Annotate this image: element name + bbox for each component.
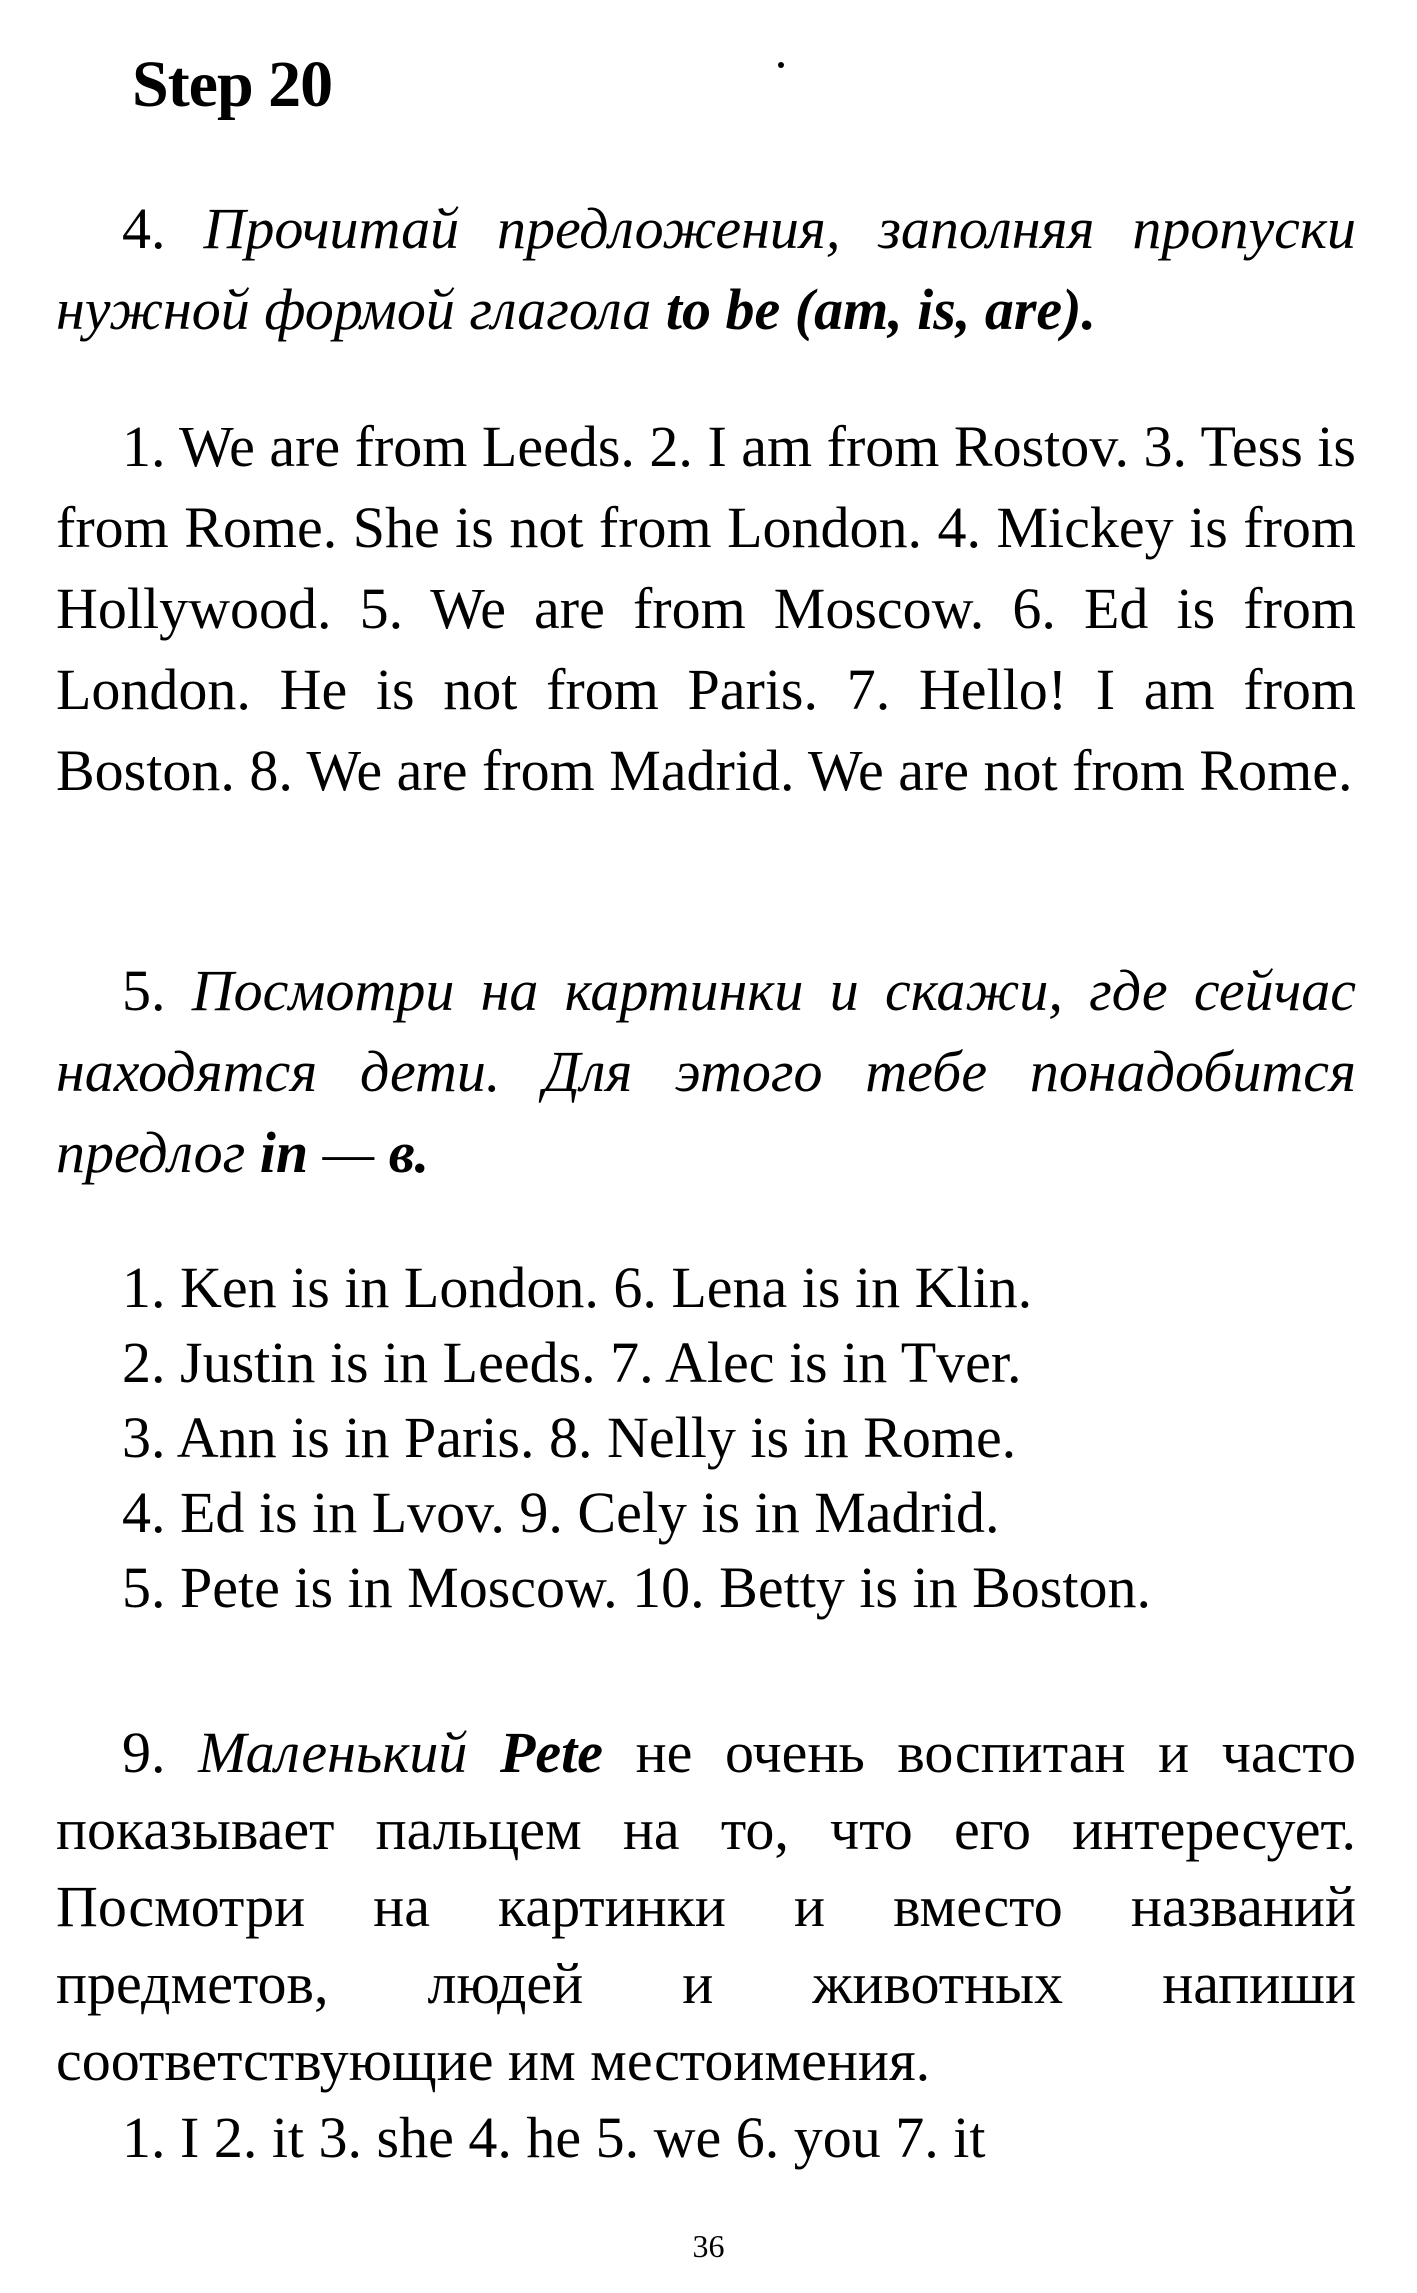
list-item: 4. Ed is in Lvov. 9. Cely is in Madrid.	[122, 1480, 1000, 1545]
list-item: 5. Pete is in Moscow. 10. Betty is in Boston.	[122, 1555, 1151, 1620]
instruction-verb: to be (am, is, are).	[665, 277, 1096, 342]
exercise-number: 5.	[122, 958, 192, 1023]
exercise-5-answers	[56, 1250, 1356, 1625]
list-item: 3. Ann is in Paris. 8. Nelly is in Rome.	[122, 1405, 1017, 1470]
translation: в.	[388, 1120, 430, 1185]
instruction-text: Посмотри на картинки и скажи, где сейчас находятся дети. Для этого тебе понадобится предлог	[56, 958, 1356, 1185]
character-name: Pete	[499, 1720, 603, 1785]
exercise-number: 9.	[122, 1720, 199, 1785]
exercise-9	[56, 1714, 1356, 2176]
exercise-4-answer: 1. We are from Leeds. 2. I am from Rostov. 3. Tess is from Rome. She is not from London. 4. Mickey is from Hollywood. 5. We are from Moscow. 6. Ed is from London. He is not from Paris. 7. Hello! I am from Boston. 8. We are from Madrid. We are not from Rome.	[56, 414, 1356, 803]
list-item: 1. Ken is in London. 6. Lena is in Klin.	[122, 1255, 1033, 1320]
exercise-4	[56, 188, 1356, 811]
instruction-text: Прочитай предложения, заполняя пропуски нужной формой глагола	[56, 196, 1357, 342]
instruction-rest: не очень воспитан и часто показывает пальцем на то, что его интересует. Посмотри на картинки и вместо названий предметов, людей и животных напиши соответствующие им местоимения.	[56, 1720, 1356, 2093]
exercise-9-instruction	[56, 1714, 1356, 2099]
preposition: in	[259, 1120, 309, 1185]
exercise-number: 4.	[122, 196, 204, 261]
list-item: 2. Justin is in Leeds. 7. Alec is in Tver.	[122, 1330, 1022, 1395]
exercise-5	[56, 950, 1356, 1625]
exercise-4-instruction	[56, 188, 1356, 350]
instruction-text: Маленький	[198, 1720, 500, 1785]
page-title: Step 20	[132, 48, 333, 121]
exercise-9-answer: 1. I 2. it 3. she 4. he 5. we 6. you 7. it	[122, 2105, 986, 2170]
exercise-5-instruction	[56, 950, 1356, 1193]
page-number: 36	[692, 2228, 725, 2264]
dash: —	[308, 1120, 389, 1185]
speck	[778, 62, 784, 68]
